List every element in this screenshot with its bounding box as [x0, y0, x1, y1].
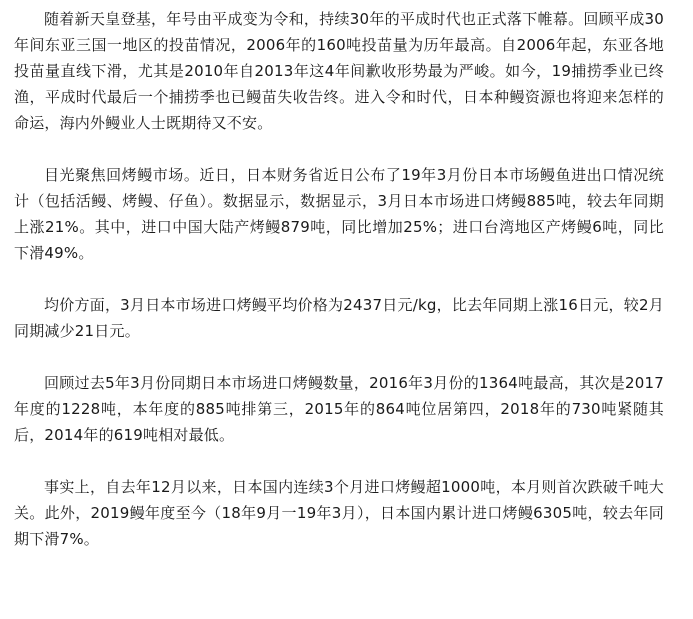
- paragraph-five-year-review: 回顾过去5年3月份同期日本市场进口烤鳗数量，2016年3月份的1364吨最高，其次是2017年度的1228吨，本年度的885吨排第三，2015年的864吨位居第四，2018年的730吨紧随其后，2014年的619吨相对最低。: [14, 374, 664, 444]
- paragraph-cumulative-imports: 事实上，自去年12月以来，日本国内连续3个月进口烤鳗超1000吨，本月则首次跌破千吨大关。此外，2019鳗年度至今（18年9月一19年3月），日本国内累计进口烤鳗6305吨，较去年同期下滑7%。: [14, 478, 664, 548]
- paragraph-average-price: 均价方面，3月日本市场进口烤鳗平均价格为2437日元/kg，比去年同期上涨16日元，较2月同期减少21日元。: [14, 296, 664, 340]
- article-body: [14, 6, 664, 552]
- paragraph-heisei-overview: 随着新天皇登基，年号由平成变为令和，持续30年的平成时代也正式落下帷幕。回顾平成30年间东亚三国一地区的投苗情况，2006年的160吨投苗量为历年最高。自2006年起，东亚各地投苗量直线下滑，尤其是2010年自2013年这4年间歉收形势最为严峻。如今，19捕捞季业已终渔，平成时代最后一个捕捞季也已鳗苗失收告终。进入令和时代，日本种鳗资源也将迎来怎样的命运，海内外鳗业人士既期待又不安。: [14, 10, 664, 132]
- paragraph-import-statistics: 目光聚焦回烤鳗市场。近日，日本财务省近日公布了19年3月份日本市场鳗鱼进出口情况统计（包括活鳗、烤鳗、仔鱼）。数据显示，数据显示，3月日本市场进口烤鳗885吨，较去年同期上涨21%。其中，进口中国大陆产烤鳗879吨，同比增加25%；进口台湾地区产烤鳗6吨，同比下滑49%。: [14, 166, 664, 262]
